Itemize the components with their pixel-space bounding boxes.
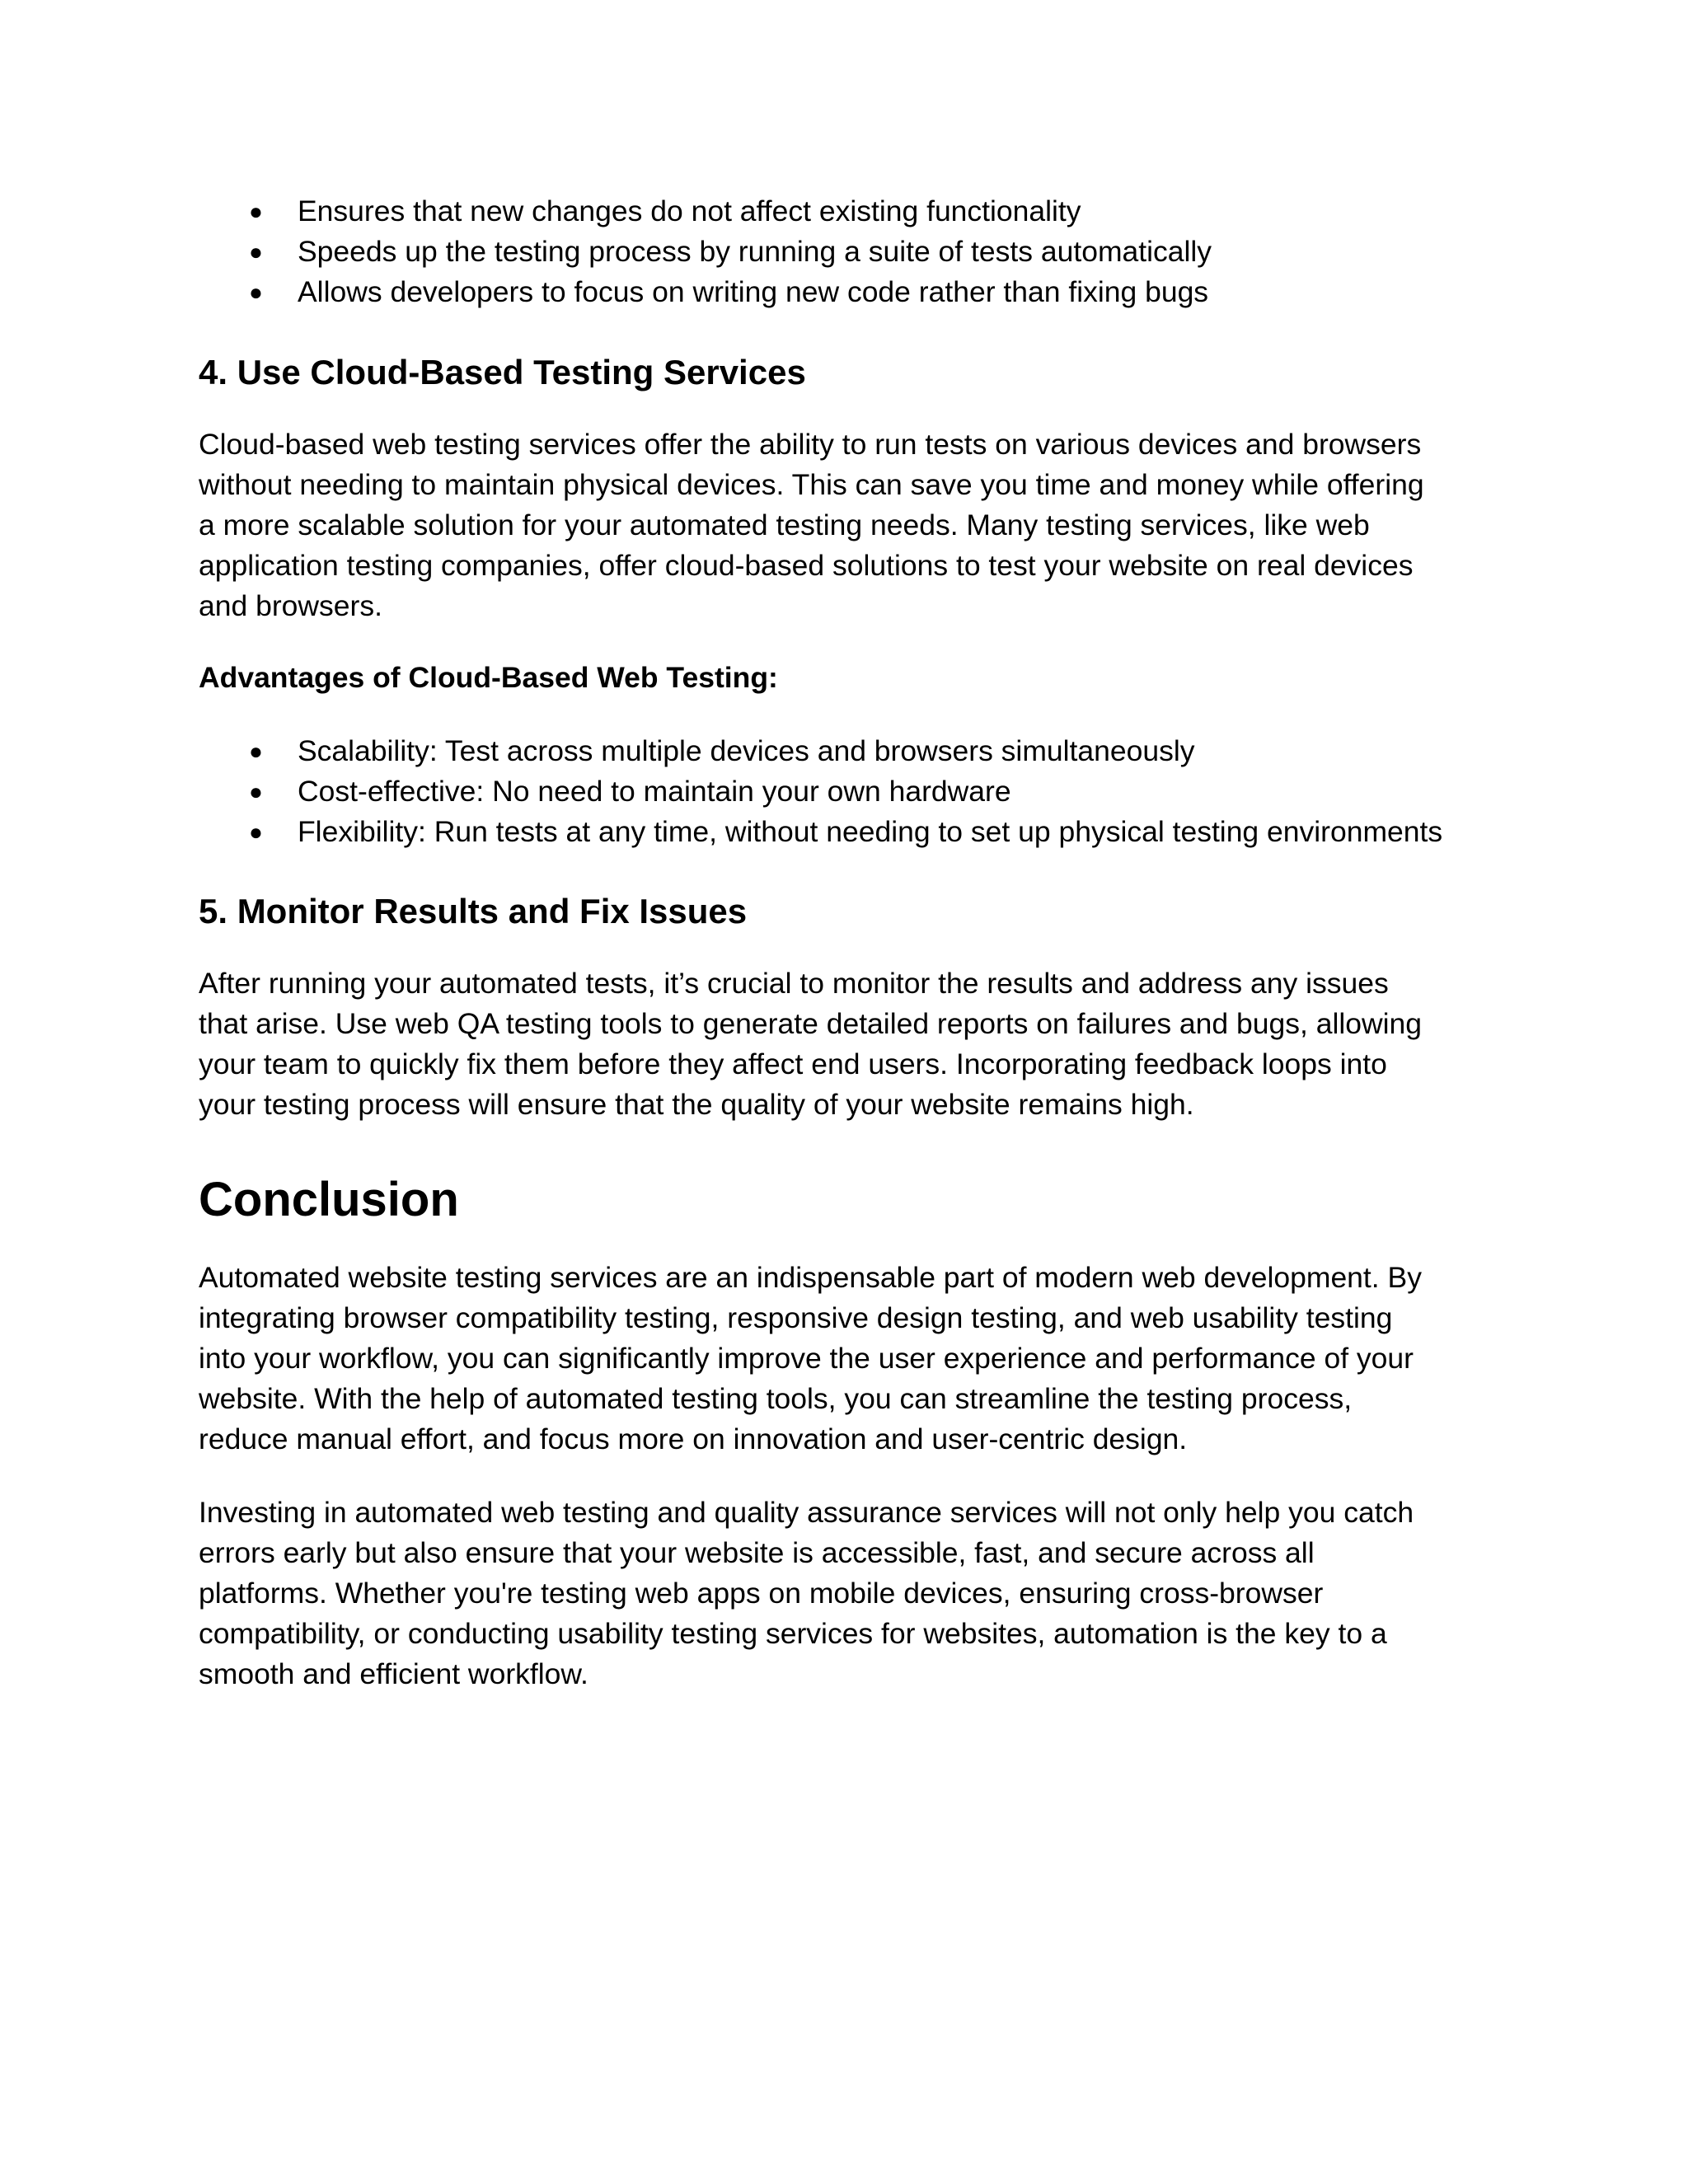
bullet-icon: ● <box>249 239 263 265</box>
conclusion-paragraph-1: Automated website testing services are an indispensable part of modern web development. By integrating browser compatibility testing, responsive design testing, and web usability testing into your workflow, you can significantly improve the user experience and performance of your website. With the help of automated testing tools, you can streamline the testing process, reduce manual effort, and focus more on innovation and user-centric design. <box>199 1261 1422 1455</box>
bullet-icon: ● <box>249 279 263 305</box>
document-content <box>199 191 1550 1694</box>
list-item: ● Allows developers to focus on writing new code rather than fixing bugs <box>199 272 1550 312</box>
bullet-icon: ● <box>249 819 263 845</box>
list-item: ● Ensures that new changes do not affect existing functionality <box>199 191 1550 232</box>
advantages-bullet-list <box>199 731 1550 852</box>
list-item: ● Flexibility: Run tests at any time, without needing to set up physical testing environments <box>199 812 1550 852</box>
bullet-icon: ● <box>249 199 263 224</box>
section-4-heading: 4. Use Cloud-Based Testing Services <box>199 353 806 391</box>
list-item: ● Speeds up the testing process by running a suite of tests automatically <box>199 232 1550 272</box>
section-4-paragraph: Cloud-based web testing services offer the ability to run tests on various devices and browsers without needing to maintain physical devices. This can save you time and money while offering a more scalable solution for your automated testing needs. Many testing services, like web application testing companies, offer cloud-based solutions to test your website on real devices and browsers. <box>199 428 1424 622</box>
advantages-subheading: Advantages of Cloud-Based Web Testing: <box>199 661 778 694</box>
section-5-heading: 5. Monitor Results and Fix Issues <box>199 892 748 930</box>
intro-bullet-list <box>199 191 1550 312</box>
list-item: ● Scalability: Test across multiple devices and browsers simultaneously <box>199 731 1550 771</box>
section-5-paragraph: After running your automated tests, it’s crucial to monitor the results and address any issues that arise. Use web QA testing tools to generate detailed reports on failures and bugs, allowing your team to quickly fix them before they affect end users. Incorporating feedback loops into your testing process will ensure that the quality of your website remains high. <box>199 967 1422 1121</box>
bullet-icon: ● <box>249 738 263 764</box>
list-item: ● Cost-effective: No need to maintain your own hardware <box>199 771 1550 812</box>
conclusion-heading: Conclusion <box>199 1173 459 1226</box>
conclusion-paragraph-2: Investing in automated web testing and quality assurance services will not only help you catch errors early but also ensure that your website is accessible, fast, and secure across all platforms. Whether you're testing web apps on mobile devices, ensuring cross-browser compatibility, or conducting usability testing services for websites, automation is the key to a smooth and efficient workflow. <box>199 1496 1414 1690</box>
bullet-icon: ● <box>249 779 263 804</box>
